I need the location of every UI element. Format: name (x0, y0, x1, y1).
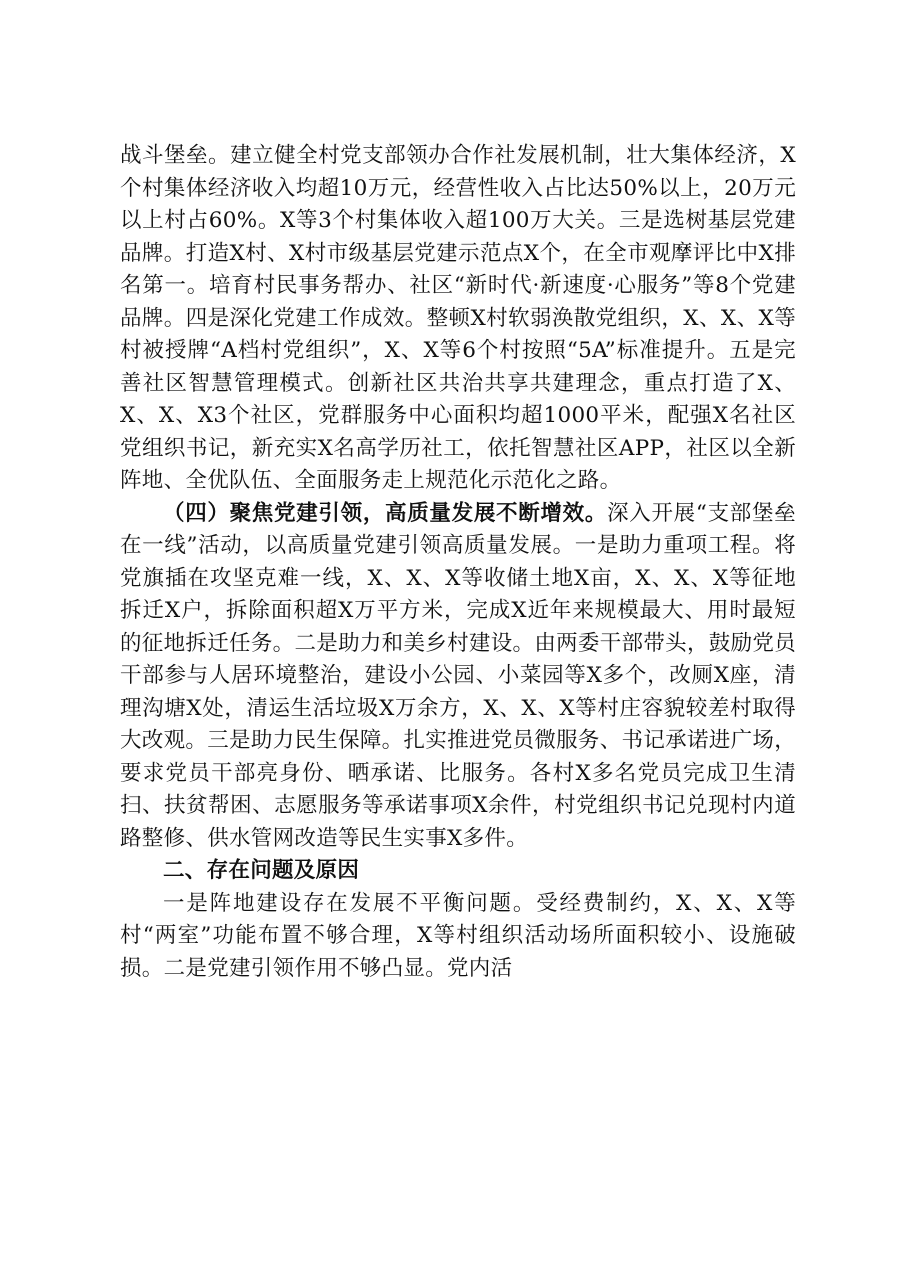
paragraph-village-economy: 战斗堡垒。建立健全村党支部领办合作社发展机制，壮大集体经济，X个村集体经济收入均超10万元，经营性收入占比达50%以上，20万元以上村占60%。X等3个村集体收入超100万大关。三是选树基层党建品牌。打造X村、X村市级基层党建示范点X个，在全市观摩评比中X排名第一。培育村民事务帮办、社区“新时代·新速度·心服务”等8个党建品牌。四是深化党建工作成效。整顿X村软弱涣散党组织，X、X、X等村被授牌“A档村党组织”，X、X等6个村按照“5A”标准提升。五是完善社区智慧管理模式。创新社区共治共享共建理念，重点打造了X、X、X、X3个社区，党群服务中心面积均超1000平米，配强X名社区党组织书记，新充实X名高学历社工，依托智慧社区APP，社区以全新阵地、全优队伍、全面服务走上规范化示范化之路。 (120, 143, 796, 493)
paragraph-body-four: 深入开展“支部堡垒在一线”活动，以高质量党建引领高质量发展。一是助力重项工程。将党旗插在攻坚克难一线，X、X、X等收储土地X亩，X、X、X等征地拆迁X户，拆除面积超X万平方米，完成X近年来规模最大、用时最短的征地拆迁任务。二是助力和美乡村建设。由两委干部带头，鼓励党员干部参与人居环境整治，建设小公园、小菜园等X多个，改厕X座，清理沟塘X处，清运生活垃圾X万余方，X、X、X等村庄容貌较差村取得大改观。三是助力民生保障。扎实推进党员微服务、书记承诺进广场，要求党员干部亮身份、晒承诺、比服务。各村X多名党员完成卫生清扫、扶贫帮困、志愿服务等承诺事项X余件，村党组织书记兑现村内道路整修、供水管网改造等民生实事X多件。 (120, 500, 796, 851)
paragraph-problems: 一是阵地建设存在发展不平衡问题。受经费制约，X、X、X等村“两室”功能布置不够合理，X等村组织活动场所面积较小、设施破损。二是党建引领作用不够凸显。党内活 (120, 890, 796, 981)
paragraph-party-building-development (120, 498, 796, 856)
document-body (120, 140, 796, 985)
section-lead-four: （四）聚焦党建引领，高质量发展不断增效。 (163, 500, 608, 526)
section-heading-problems: 二、存在问题及原因 (163, 858, 360, 883)
